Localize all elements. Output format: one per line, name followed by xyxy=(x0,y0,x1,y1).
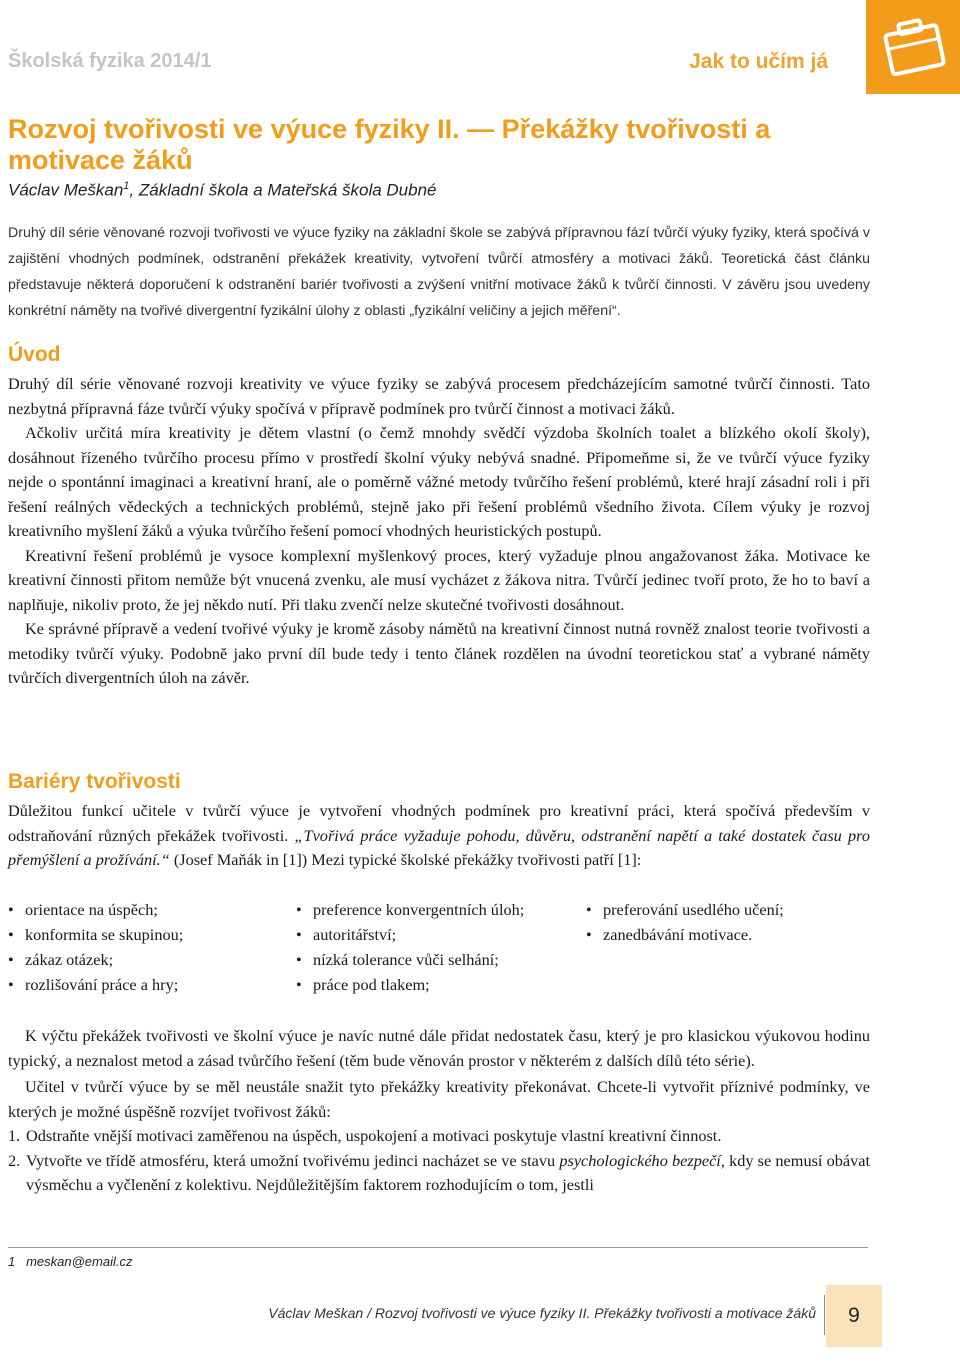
intro-heading: Úvod xyxy=(8,343,61,366)
author-line xyxy=(8,180,437,201)
article-title: Rozvoj tvořivosti ve výuce fyziky II. — Překážky tvořivosti a motivace žáků xyxy=(8,114,771,175)
list-number: 1. xyxy=(8,1126,21,1145)
list-text: Vytvořte ve třídě atmosféru, která umožní tvořivému jedinci nacházet se ve stavu xyxy=(26,1150,560,1170)
list-item: • konformita se skupinou; xyxy=(8,922,183,947)
list-text: , kdy se nemusí obávat výsměchu a vyčlenění z kolektivu. Nejdůležitějším faktorem rozhodujícím o tom, jestli xyxy=(26,1150,871,1194)
abstract: Druhý díl série věnované rozvoji tvořivosti ve výuce fyziky na základní škole se zabývá přípravnou fází tvůrčí výuky fyziky, která spočívá v zajištění vhodných podmínek, odstranění překážek kreativity, vytvoření tvůrčí atmosféry a motivaci žáků. Teoretická část článku představuje některá doporučení k odstranění bariér tvořivosti a zvýšení vnitřní motivace žáků k tvůrčí činnosti. V závěru jsou uvedeny konkrétní náměty na tvořivé divergentní fyzikální úlohy z oblasti „fyzikální veličiny a jejich měření“. xyxy=(8,225,870,319)
journal-name: Školská fyzika 2014/1 xyxy=(8,50,212,72)
list-item xyxy=(8,1149,870,1198)
intro-body xyxy=(8,372,870,691)
list-item: • rozlišování práce a hry; xyxy=(8,972,183,997)
list-item xyxy=(8,1124,870,1149)
section-name: Jak to učím já xyxy=(689,50,828,73)
author-affiliation: , Základní škola a Mateřská škola Dubné xyxy=(129,180,437,200)
intro-paragraph: Druhý díl série věnované rozvoji kreativity ve výuce fyziky se zabývá procesem předcházejícím samotné tvůrčí činnosti. Tato nezbytná přípravná fáze tvůrčí výuky spočívá v přípravě podmínek pro tvůrčí činnost a motivaci žáků. xyxy=(8,374,870,418)
footnote-divider xyxy=(8,1247,868,1248)
author-name: Václav Meškan xyxy=(8,180,124,200)
intro-paragraph: Kreativní řešení problémů je vysoce komplexní myšlenkový proces, který vyžaduje plnou angažovanost žáka. Motivace ke kreativní činnosti přitom nemůže být vnucená zvenku, ale musí vycházet z žákova nitra. Tvůrčí jedinec tvoří proto, že ho to baví a naplňuje, nikoliv proto, že jej někdo nutí. Při tlaku zvenčí nelze skutečné tvořivosti dosáhnout. xyxy=(8,545,870,614)
barriers-intro xyxy=(8,799,870,873)
intro-paragraph: Ačkoliv určitá míra kreativity je dětem vlastní (o čemž mnohdy svědčí výzdoba školních toalet a blízkého okolí školy), dosáhnout řízeného tvůrčího procesu přímo v prostředí školní výuky nebývá snadné. Připomeňme si, že ve tvůrčí výuce fyziky nejde o spontánní imaginaci a kreativní hraní, ale o poměrně vážné metody tvůrčího řešení problémů, které hrají zásadní roli i při řešení reálných vědeckých a technických problémů, stejně jako při řešení problémů všedního života. Cílem výuky je rozvoj kreativního myšlení žáků a výuka tvůrčího řešení pomocí vhodných heuristických postupů. xyxy=(8,423,870,540)
list-item: • nízká tolerance vůči selhání; xyxy=(296,947,524,972)
running-footer: Václav Meškan / Rozvoj tvořivosti ve výuce fyziky II. Překážky tvořivosti a motivace žáků xyxy=(268,1305,816,1321)
list-item: • zákaz otázek; xyxy=(8,947,183,972)
quote: „Tvořivá práce vyžaduje pohodu, důvěru, odstranění napětí a také dostatek času pro přemýšlení a prožívání.“ xyxy=(8,825,870,869)
barriers-body xyxy=(8,1024,870,1198)
list-item: • preference konvergentních úloh; xyxy=(296,897,524,922)
intro-paragraph: Ke správné přípravě a vedení tvořivé výuky je kromě zásoby námětů na kreativní činnost nutná rovněž znalost teorie tvořivosti a metodiky tvůrčí výuky. Podobně jako první díl bude tedy i tento článek rozdělen na úvodní teoretickou stať a vybrané náměty tvůrčích divergentních úloh na závěr. xyxy=(8,619,870,687)
barriers-paragraph: Učitel v tvůrčí výuce by se měl neustále snažit tyto překážky kreativity překonávat. Chcete-li vytvořit příznivé podmínky, ve kterých je možné úspěšně rozvíjet tvořivost žáků: xyxy=(8,1077,870,1121)
barriers-paragraph xyxy=(8,799,870,873)
footnote xyxy=(8,1254,132,1269)
barriers-heading: Bariéry tvořivosti xyxy=(8,770,181,793)
barrier-list-column-3 xyxy=(586,897,784,947)
page-number: 9 xyxy=(826,1285,882,1347)
list-item: • autoritářství; xyxy=(296,922,524,947)
footnote-email: meskan@email.cz xyxy=(26,1254,133,1269)
list-number: 2. xyxy=(8,1150,21,1170)
barrier-list-column-1 xyxy=(8,897,183,997)
footnote-number: 1 xyxy=(8,1254,16,1269)
barriers-paragraph: K výčtu překážek tvořivosti ve školní výuce je navíc nutné dále přidat nedostatek času, který je pro klasickou výukovou hodinu typický, a neznalost metod a zásad tvůrčího řešení (těm bude věnován prostor v některém z dalších dílů této série). xyxy=(8,1026,870,1070)
page-number-separator xyxy=(824,1295,825,1335)
list-item: • orientace na úspěch; xyxy=(8,897,183,922)
list-item: • práce pod tlakem; xyxy=(296,972,524,997)
barriers-text: (Josef Maňák in [1]) Mezi typické školské překážky tvořivosti patří [1]: xyxy=(169,850,642,869)
barrier-list-column-2 xyxy=(296,897,524,997)
recommendation-list xyxy=(8,1124,870,1198)
briefcase-logo-icon xyxy=(866,0,960,94)
list-text: Odstraňte vnější motivaci zaměřenou na úspěch, uspokojení a motivaci poskytuje vlastní kreativní činnost. xyxy=(26,1126,722,1145)
author-footnote-mark: 1 xyxy=(123,180,130,192)
list-item: • preferování usedlého učení; xyxy=(586,897,784,922)
list-emphasis: psychologického bezpečí xyxy=(559,1150,721,1170)
barriers-text: Důležitou funkcí učitele v tvůrčí výuce je vytvoření vhodných podmínek pro kreativní práci, která spočívá především v odstraňování různých překážek tvořivosti. xyxy=(8,801,870,845)
list-item: • zanedbávání motivace. xyxy=(586,922,784,947)
